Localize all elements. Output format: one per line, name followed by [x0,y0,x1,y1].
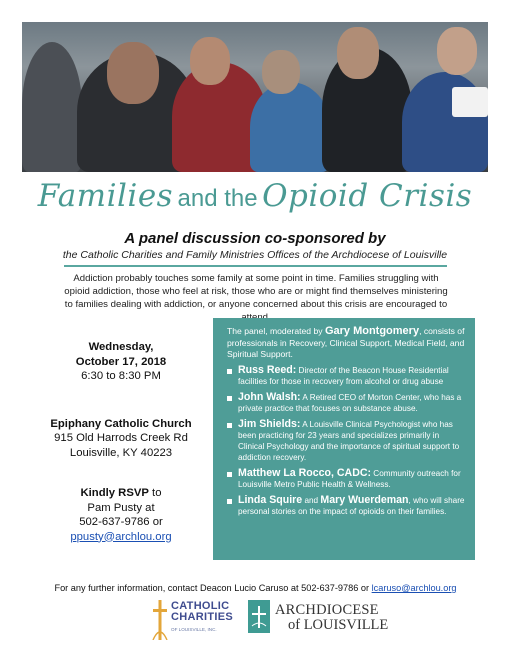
panelist-desc: Director of the Beacon House Residential facilities for those in recovery from alcohol or drug abuse [238,365,449,386]
divider [64,265,447,267]
rsvp-line [42,486,200,501]
event-details [42,340,200,544]
cross-icon [152,600,168,640]
panelist-item [227,365,465,387]
intro-paragraph: Addiction probably touches some family at some point in time. Families struggling with opioid addiction, those who feel at risk, those who are or might find themselves ministering to families dealing with addiction, or anyone concerned about this crisis are encouraged to [64,273,448,310]
panelist-name: John Walsh: [238,390,301,403]
panelist-name: Jim Shields: [238,417,301,430]
panelist-item [227,392,465,414]
rsvp-to: to [148,487,162,499]
event-weekday: Wednesday, [88,341,154,353]
panelist-desc: Community outreach for Louisville Metro Public Health & Wellness. [238,468,461,489]
footer-email-link[interactable]: lcaruso@archlou.org [371,583,457,593]
arch-line2: of LOUISVILLE [288,617,389,633]
rsvp-phone: 502-637-9786 or [79,516,163,528]
footer-contact [10,583,501,593]
rsvp-name: Pam Pusty at [87,501,155,514]
event-time: 6:30 to 8:30 PM [81,370,161,382]
panelist-desc: , who will share personal stories on the impact of opioids on their families. [238,495,465,516]
panelist-item [227,495,465,517]
panelist-name: Linda Squire [238,493,303,506]
cc-line1: CATHOLIC [171,600,230,612]
panelist-name-2: Mary Wuerdeman [320,493,409,506]
panel-lead-pre: The panel, moderated by [227,326,325,336]
archdiocese-logo [248,600,388,640]
panel-lead-post: , consists of professionals in Recovery, Clinical Support, Medical Field, and Spiritual Support. [227,326,465,359]
cc-wordmark [171,601,233,623]
arch-line1: ARCHDIOCESE [275,602,379,618]
footer-text: For any further information, contact Deacon Lucio Caruso at 502-637-9786 or [54,583,372,593]
header-photo [22,22,488,172]
panel-lead [227,326,465,361]
rsvp-label: Kindly RSVP [80,487,149,499]
panel-box [213,318,475,560]
panelist-name: Russ Reed: [238,363,297,376]
panelist-desc: A Louisville Clinical Psychologist who has been practicing for 23 years and specializes primarily in Clinical Psychology and the importance of spiritual support to addiction recovery. [238,419,460,462]
rsvp-email-link[interactable]: ppusty@archlou.org [70,530,172,543]
panelist-name: Matthew La Rocco, CADC: [238,466,372,479]
cosponsors: the Catholic Charities and Family Ministries Offices of the Archdiocese of Louisville [62,249,448,261]
title-opioid-crisis: Opioid Crisis [262,178,473,214]
subtitle: A panel discussion co-sponsored by [124,230,386,247]
cc-line2: CHARITIES [171,611,233,623]
venue-name: Epiphany Catholic Church [50,417,192,430]
venue-address-line2: Louisville, KY 40223 [69,446,173,459]
venue-address-line1: 915 Old Harrods Creek Rd [54,432,188,444]
panelist-list [227,365,465,517]
title-connector: and the [177,185,258,212]
event-date: October 17, 2018 [75,355,167,368]
cc-line3: OF LOUISVILLE, INC. [171,627,217,632]
panelist-item [227,419,465,463]
title-families: Families [37,178,174,214]
flyer-title [22,178,488,214]
panelist-joiner: and [302,495,321,505]
panel-moderator: Gary Montgomery [324,325,420,337]
panelist-item [227,468,465,490]
archdiocese-emblem-icon [248,600,270,633]
panelist-desc: A Retired CEO of Morton Center, who has a private practice that focuses on substance abuse. [238,392,462,413]
catholic-charities-logo [150,598,245,642]
